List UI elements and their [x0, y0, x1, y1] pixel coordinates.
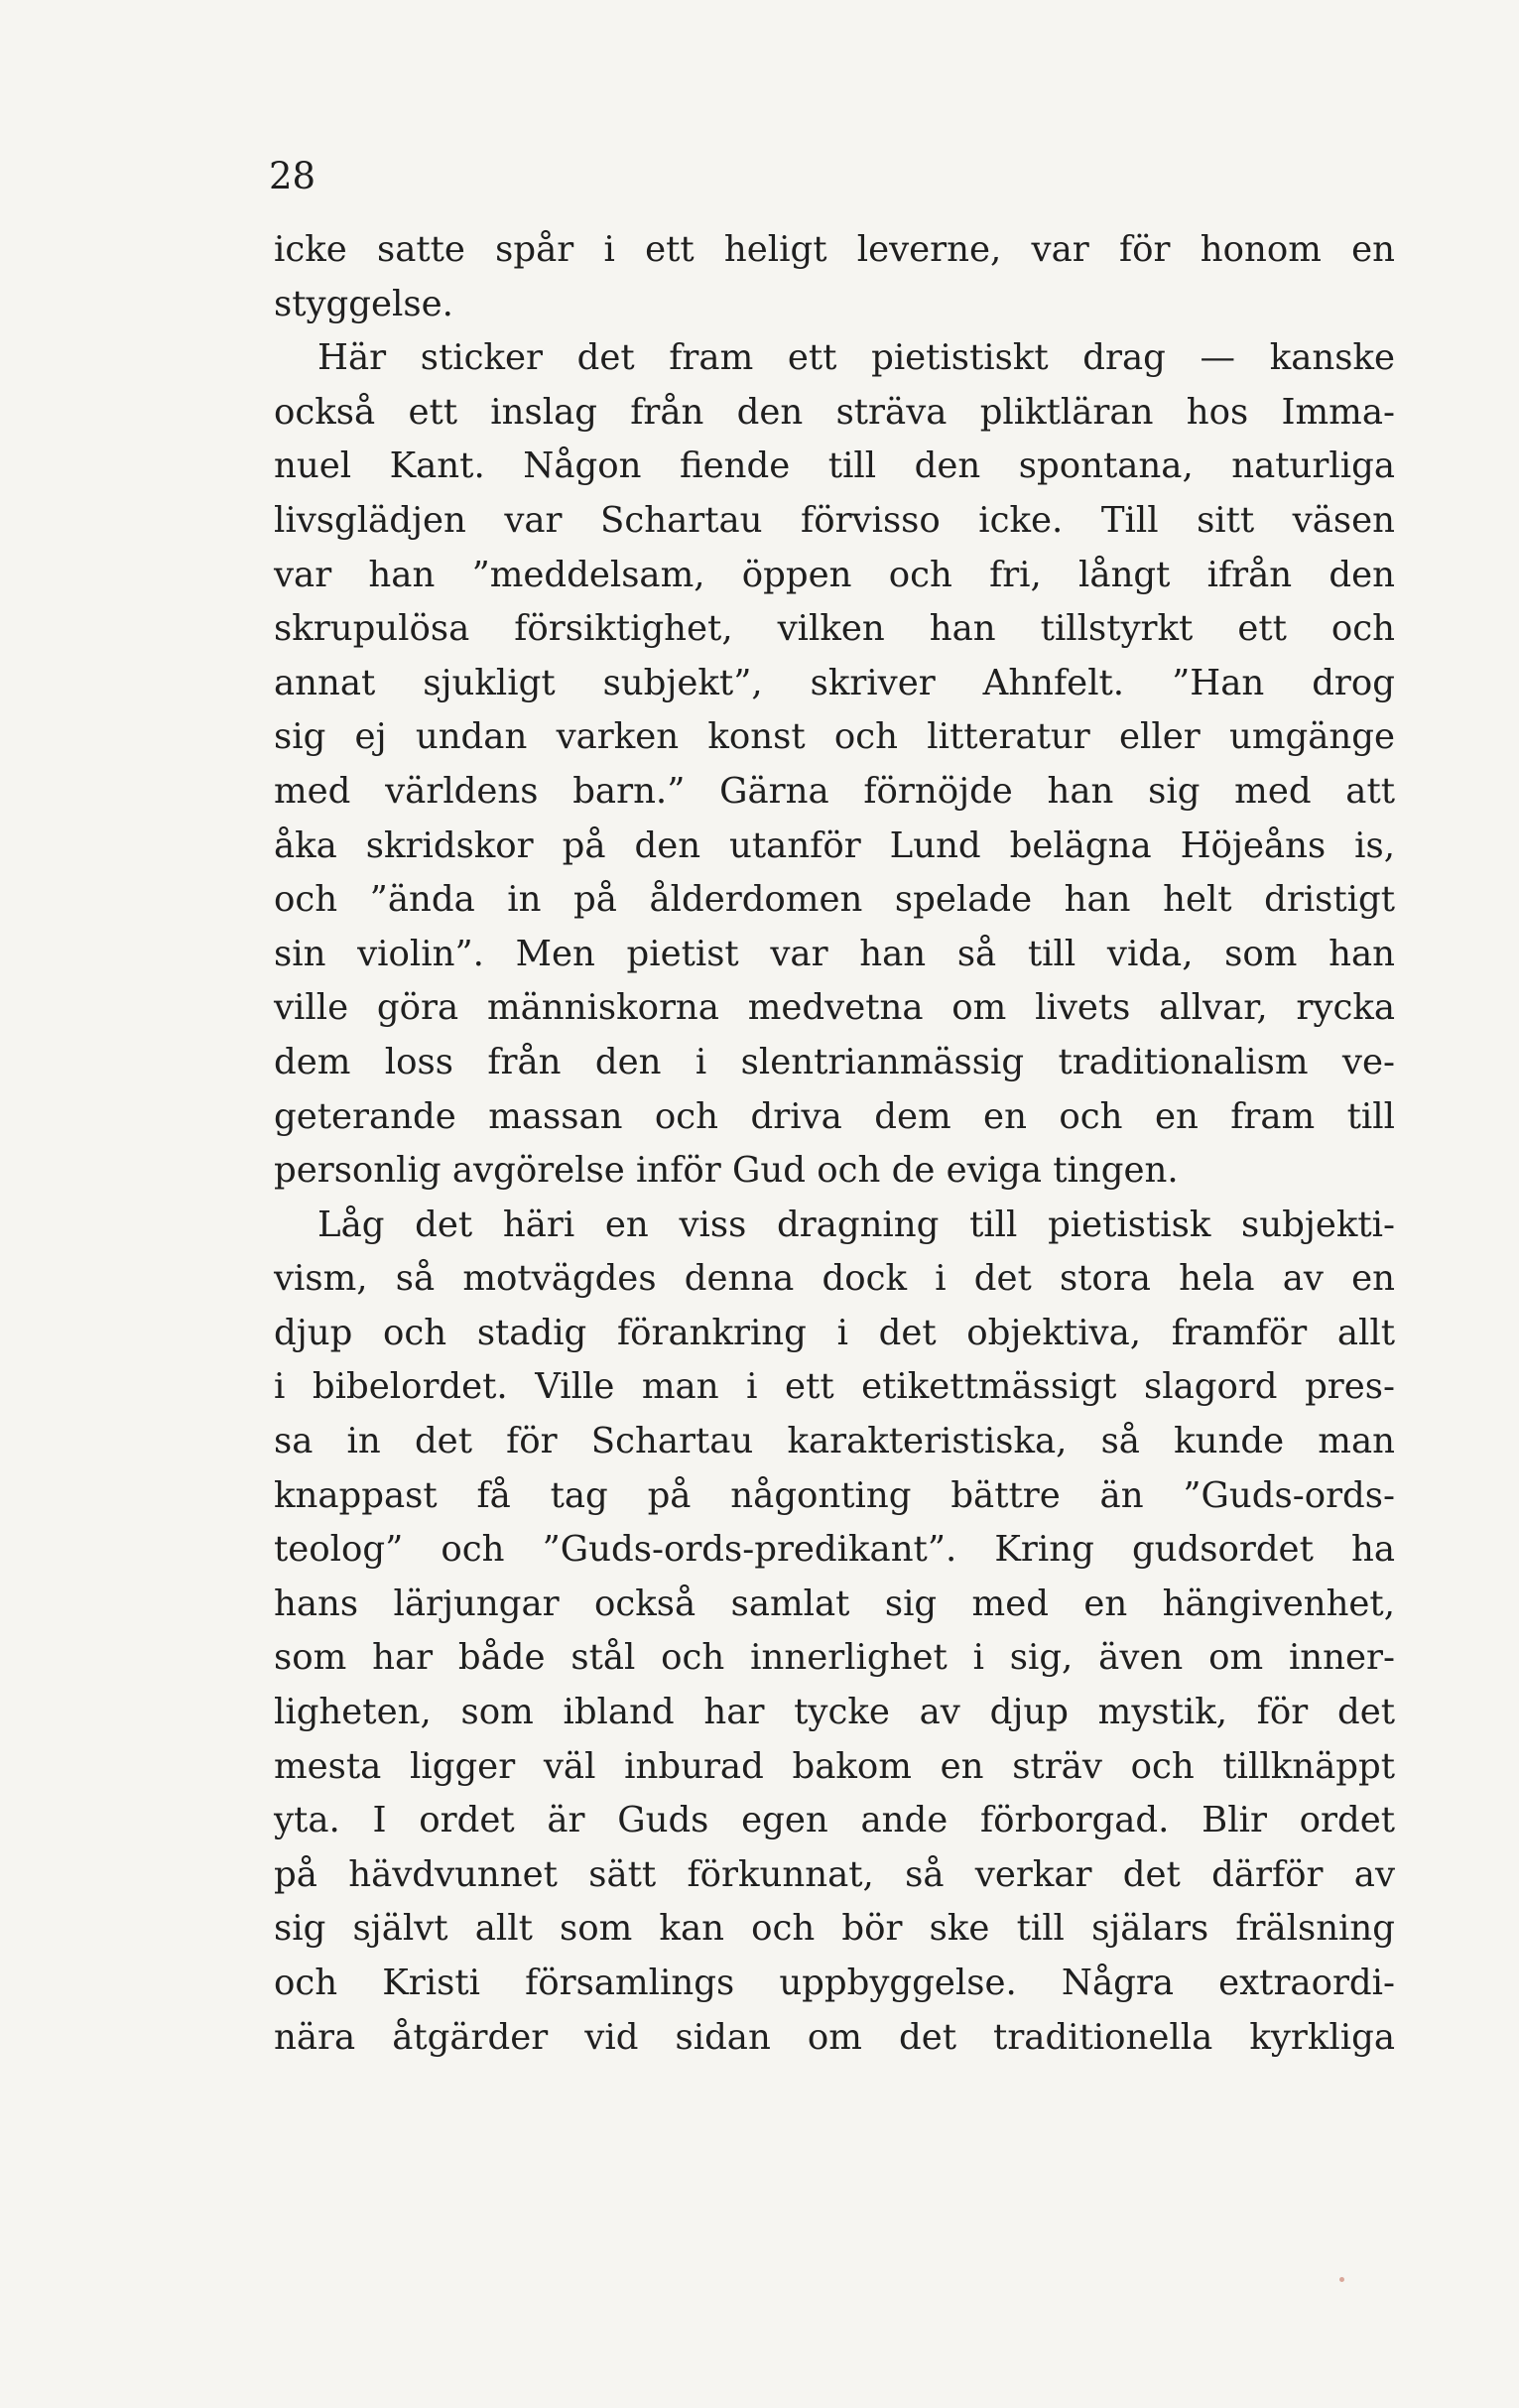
page-number: 28 [269, 155, 316, 197]
text-line: och Kristi församlings uppbyggelse. Några extraordi- [274, 1963, 1395, 2003]
text-line: yta. I ordet är Guds egen ande förborgad. Blir ordet [274, 1800, 1395, 1841]
text-line: med världens barn.” Gärna förnöjde han sig med att [274, 770, 1395, 812]
text-line: djup och stadig förankring i det objektiva, framför allt [274, 1312, 1395, 1353]
text-line: sa in det för Schartau karakteristiska, så kunde man [274, 1421, 1395, 1462]
text-line: sin violin”. Men pietist var han så till vida, som han [274, 933, 1395, 974]
text-line: i bibelordet. Ville man i ett etikettmässigt slagord pres- [274, 1366, 1395, 1408]
text-line: livsglädjen var Schartau förvisso icke. Till sitt väsen [274, 499, 1395, 541]
text-line: annat sjukligt subjekt”, skriver Ahnfelt. ”Han drog [274, 662, 1395, 703]
text-line: sig ej undan varken konst och litteratur eller umgänge [274, 716, 1395, 758]
text-line: ville göra människorna medvetna om livets allvar, rycka [274, 987, 1395, 1029]
text-line: nuel Kant. Någon fiende till den spontana, naturliga [274, 445, 1395, 487]
text-line: personlig avgörelse inför Gud och de eviga tingen. [274, 1150, 1179, 1192]
text-line: Låg det häri en viss dragning till pietistisk subjekti- [317, 1204, 1395, 1245]
text-line: ligheten, som ibland har tycke av djup mystik, för det [274, 1692, 1395, 1733]
text-line: Här sticker det fram ett pietistiskt drag — kanske [317, 337, 1395, 379]
text-line: och ”ända in på ålderdomen spelade han helt dristigt [274, 879, 1395, 921]
text-line: också ett inslag från den sträva pliktläran hos Imma- [274, 391, 1395, 433]
text-line: var han ”meddelsam, öppen och fri, långt ifrån den [274, 554, 1395, 595]
text-line: nära åtgärder vid sidan om det traditionella kyrkliga [274, 2016, 1395, 2058]
text-line: som har både stål och innerlighet i sig, även om inner- [274, 1637, 1395, 1679]
body-text [274, 223, 1395, 2065]
text-line: icke satte spår i ett heligt leverne, var för honom en [274, 229, 1395, 270]
text-line: teolog” och ”Guds-ords-predikant”. Kring gudsordet ha [274, 1529, 1395, 1571]
text-line: vism, så motvägdes denna dock i det stora hela av en [274, 1258, 1395, 1300]
text-line: geterande massan och driva dem en och en fram till [274, 1095, 1395, 1137]
text-line: sig självt allt som kan och bör ske till själars frälsning [274, 1908, 1395, 1950]
ink-speck [1339, 2277, 1344, 2282]
text-line: åka skridskor på den utanför Lund belägna Höjeåns is, [274, 824, 1395, 866]
text-line: dem loss från den i slentrianmässig traditionalism ve- [274, 1041, 1395, 1082]
text-line: styggelse. [274, 283, 453, 324]
text-line: skrupulösa försiktighet, vilken han tillstyrkt ett och [274, 608, 1395, 650]
text-line: hans lärjungar också samlat sig med en hängivenhet, [274, 1583, 1395, 1624]
text-line: knappast få tag på någonting bättre än ”Guds-ords- [274, 1474, 1395, 1516]
text-line: på hävdvunnet sätt förkunnat, så verkar det därför av [274, 1853, 1395, 1895]
text-line: mesta ligger väl inburad bakom en sträv och tillknäppt [274, 1745, 1395, 1787]
